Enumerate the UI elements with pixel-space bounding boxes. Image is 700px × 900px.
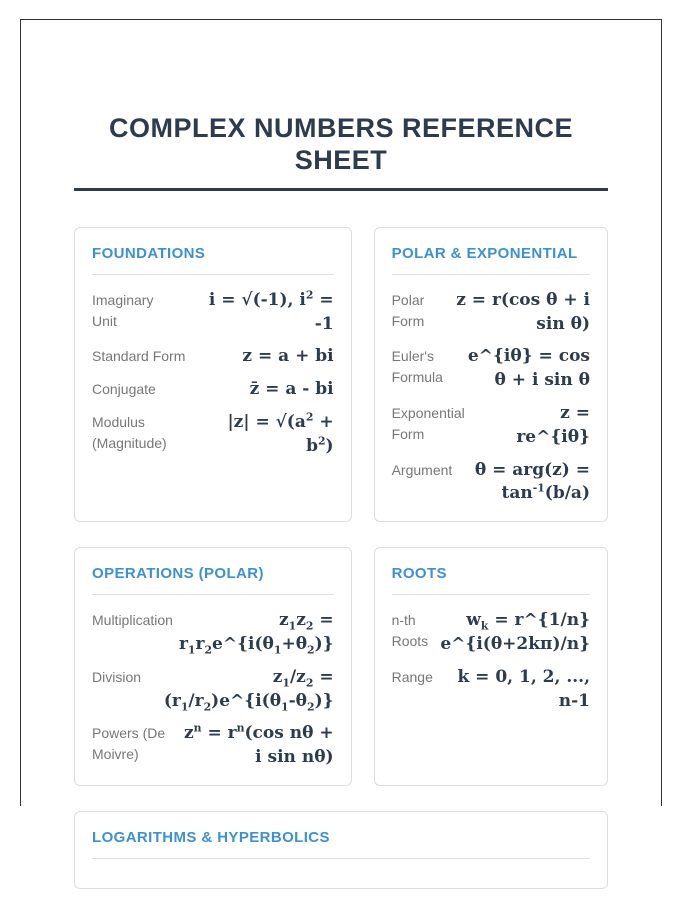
formula-row <box>392 402 590 450</box>
formula-row <box>92 666 334 714</box>
card-polar-exponential <box>374 227 608 522</box>
row-formula: i = √(-1), $i^2 = -1$ <box>208 288 334 334</box>
formula-row <box>92 378 334 402</box>
formula-row <box>392 459 590 507</box>
title-underline <box>74 188 608 191</box>
row-label: Argument <box>391 461 453 478</box>
card-logarithms-hyperbolics <box>74 811 608 889</box>
row-label: n-th Roots <box>391 612 429 650</box>
page-content <box>21 20 661 889</box>
row-formula: e^{iθ} = cos θ + i sin θ <box>467 346 590 391</box>
row-formula: $w_k$ = r^{1/n} e^{i(θ+2kπ)/n} <box>440 610 590 654</box>
page-title: COMPLEX NUMBERS REFERENCE SHEET <box>108 113 574 176</box>
row-formula: $\theta = arg(z) = \tan^{-1}(b/a)$ <box>474 459 590 504</box>
row-formula: $z_1/z_2$ = $(r_1/r_2)e\^{}\{i(\theta_1-\theta_2)\}$ <box>163 666 334 713</box>
card-foundations <box>74 227 352 522</box>
card-header: LOGARITHMS & HYPERBOLICS <box>92 828 330 846</box>
row-formula: z = re^{iθ} <box>516 402 590 447</box>
row-label: Polar Form <box>391 291 425 329</box>
row-formula: z = a + bi <box>242 346 334 367</box>
card-operations-polar <box>74 547 352 786</box>
row-formula: $z^n = r^n(\cos$ nθ + i sin nθ) <box>183 721 334 768</box>
card-header: ROOTS <box>391 565 447 583</box>
row-formula: $z_1z_2$ = $r_1r_2e\^{}\{i(\theta_1+\theta_2)\}$ <box>178 610 334 657</box>
cards-grid <box>74 227 608 889</box>
row-label: Multiplication <box>92 612 173 629</box>
card-header: OPERATIONS (POLAR) <box>92 565 264 583</box>
card-divider <box>392 594 590 595</box>
formula-row <box>92 411 334 459</box>
row-label: Powers (De Moivre) <box>92 725 166 763</box>
card-divider <box>392 274 590 275</box>
document-page <box>20 19 662 846</box>
formula-row <box>92 289 334 337</box>
row-label: Modulus (Magnitude) <box>92 413 167 451</box>
formula-row <box>392 666 590 714</box>
card-header: FOUNDATIONS <box>92 244 206 262</box>
formula-row <box>92 722 334 770</box>
row-label: Range <box>391 668 433 685</box>
row-label: Division <box>92 668 142 685</box>
row-label: Imaginary Unit <box>92 291 154 329</box>
formula-row <box>392 345 590 393</box>
card-roots <box>374 547 608 786</box>
row-formula: z = r(cos θ + i sin θ) <box>456 289 590 334</box>
card-divider <box>92 858 590 859</box>
formula-row <box>392 609 590 657</box>
formula-row <box>92 609 334 657</box>
row-formula: $|z| = √(a^2 + b^2)$ <box>227 410 334 456</box>
card-divider <box>92 594 334 595</box>
row-label: Standard Form <box>92 348 186 365</box>
card-header: POLAR & EXPONENTIAL <box>391 244 578 262</box>
formula-row <box>392 289 590 337</box>
card-divider <box>92 274 334 275</box>
formula-row <box>92 345 334 369</box>
row-formula: z̄ = a - bi <box>249 379 334 400</box>
row-label: Conjugate <box>92 381 156 398</box>
row-label: Exponential Form <box>391 404 465 442</box>
row-label: Euler's Formula <box>391 348 443 386</box>
row-formula: k = 0, 1, 2, ..., n-1 <box>457 666 590 711</box>
